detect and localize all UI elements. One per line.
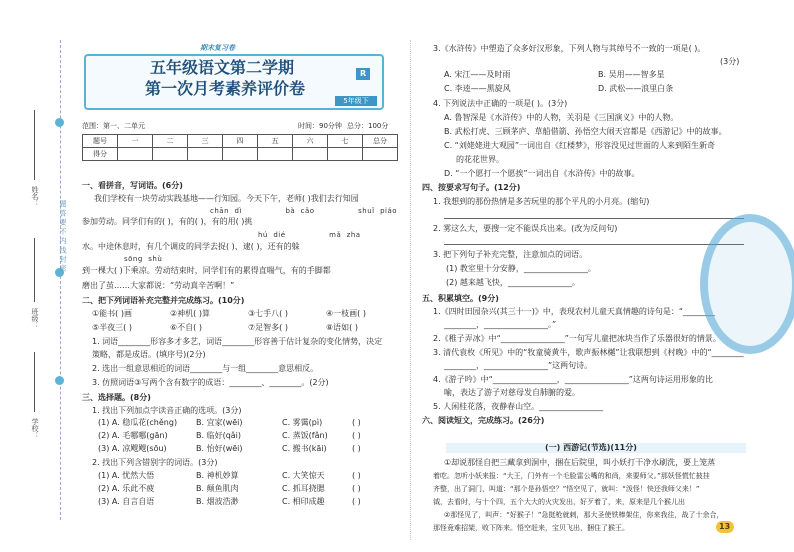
grade-badge: 5年级下 xyxy=(335,96,377,106)
score-cell: 三 xyxy=(188,135,223,148)
seal-line-text: 题 答 要 不 内 线 封 密 xyxy=(59,200,67,272)
idiom-item: ⑤半夜三( ) xyxy=(92,323,132,332)
fill-question: 1.《四时田园杂兴(其三十一)》中，表现农村儿童天真情趣的诗句是：“________ xyxy=(433,307,716,316)
answer-blank[interactable]: ( ) xyxy=(352,444,361,453)
score-input[interactable] xyxy=(258,148,293,161)
page-number: 13 xyxy=(719,522,731,531)
choice-option[interactable]: B. 武松打虎、三顾茅庐、草船借箭、孙悟空大闹天宫都是《西游记》中的故事。 xyxy=(444,127,727,136)
passage-line: 齐整，出了洞门，叫道：“那个是孙悟空？”悟空见了，就叫：“泼怪！快还我师父来！” xyxy=(433,485,700,493)
score-input[interactable] xyxy=(118,148,153,161)
choice-option[interactable]: B. 怡好(wēi) xyxy=(196,444,243,453)
section-6-title: 六、阅读短文，完成练习。(26分) xyxy=(422,416,545,425)
score-cell: 得分 xyxy=(83,148,118,161)
center-fold xyxy=(410,40,411,540)
idiom-item: ③七手八( ) xyxy=(248,309,288,318)
binding-hole-bottom xyxy=(55,376,64,385)
score-table-header-row xyxy=(83,135,398,148)
fill-question: 喻，表达了游子对慈母发自肺腑的爱。 xyxy=(444,388,580,397)
choice-option[interactable]: A. 宋江——及时雨 xyxy=(444,70,511,79)
name-field[interactable] xyxy=(34,110,35,180)
score-cell: 六 xyxy=(293,135,328,148)
school-label: 学校： xyxy=(31,418,39,439)
score-cell: 题号 xyxy=(83,135,118,148)
section-1-line: 参加劳动。同学们有的( )，有的( )，有的用( )挑 xyxy=(82,217,253,226)
section-1-line: 我们学校有一块劳动实践基地——行知园。今天下午，老师( )我们去行知园 xyxy=(94,194,359,203)
question-stem: 2. 找出下列含错别字的词语。(3分) xyxy=(92,458,218,467)
score-cell: 一 xyxy=(118,135,153,148)
choice-option[interactable]: B. 吴用——智多星 xyxy=(598,70,665,79)
fill-question: 3. 清代袁枚《所见》中的“牧童骑黄牛，歌声振林樾”让我联想到《村晚》中的“________ xyxy=(433,348,744,357)
choice-option-cont: 的花花世界。 xyxy=(456,155,504,164)
answer-blank[interactable]: ( ) xyxy=(352,418,361,427)
choice-option[interactable]: C. 搬书(kāi) xyxy=(282,444,327,453)
score-cell: 二 xyxy=(153,135,188,148)
answer-blank[interactable]: ( ) xyxy=(352,431,361,440)
section-5-title: 五、积累填空。(9分) xyxy=(422,294,499,303)
choice-option[interactable]: C. 蒸饭(fǎn) xyxy=(282,431,328,440)
fill-question: ________，________________。” xyxy=(444,320,557,329)
score-input[interactable] xyxy=(153,148,188,161)
score-input[interactable] xyxy=(328,148,363,161)
idiom-item: ⑥不自( ) xyxy=(170,323,202,332)
section-1-line: 磨出了茧……大家都说：“劳动真辛苦啊！” xyxy=(82,281,235,290)
idiom-item: ⑦足智多( ) xyxy=(248,323,288,332)
passage-line: 钺，去看时，与十个四，五个大大的火灾发出，好歹着了，来，原来是几个猴儿出 xyxy=(433,498,685,506)
question-stem: 1. 找出下列加点字读音正确的选项。(3分) xyxy=(92,406,242,415)
section-3-title: 三、选择题。(8分) xyxy=(82,393,151,402)
section-1-line: 到一棵大( )下乘凉。劳动结束时，同学们有的累得直喘气，有的手脚都 xyxy=(82,266,331,275)
section-2-question: 2. 选出一组意思相近的词语________与一组________意思相反。 xyxy=(92,364,319,373)
idiom-item: ④一枝画( ) xyxy=(326,309,366,318)
choice-option[interactable]: (3) A. 自言自语 xyxy=(98,497,155,506)
choice-option[interactable]: (1) A. 忧然大悟 xyxy=(98,471,155,480)
rewrite-question: 3. 把下列句子补充完整，注意加点的词语。 xyxy=(433,250,588,259)
idiom-item: ⑧语如( ) xyxy=(326,323,358,332)
choice-option[interactable]: B. 颠鱼肌肉 xyxy=(196,484,239,493)
choice-option[interactable]: B. 神机妙算 xyxy=(196,471,239,480)
choice-option[interactable]: (2) A. 毛哪哪(gān) xyxy=(98,431,168,440)
pinyin-line: chān dì bà cǎo shuǐ piáo xyxy=(210,207,398,215)
passage-line: 着吃。忽听小妖来报：“大王，门外有一个毛脸雷公嘴的和尚，来要师父。”那妖怪慌忙披挂 xyxy=(433,472,710,480)
section-1-line: 水。中途休息时，有几个调皮的同学去捉( )、逮( )，还有的躲 xyxy=(82,242,300,251)
idiom-item: ②神机( )算 xyxy=(170,309,210,318)
exam-time: 时间：90分钟 xyxy=(298,122,342,130)
class-field[interactable] xyxy=(34,238,35,302)
rewrite-question: 2. 雾这么大，要搜一定不能误兵出来。(改为反问句) xyxy=(433,224,618,233)
class-label: 班级： xyxy=(31,308,39,329)
choice-option[interactable]: A. 鲁智深是《水浒传》中的人物，关羽是《三国演义》中的人物。 xyxy=(444,113,679,122)
score-cell: 七 xyxy=(328,135,363,148)
fill-question: 5. 人闲桂花落，夜静春山空。________________ xyxy=(433,402,604,411)
choice-option[interactable]: C. “刘姥姥进大观园”一词出自《红楼梦》，形容没见过世面的人来到陌生新奇 xyxy=(444,141,715,150)
answer-blank[interactable]: ( ) xyxy=(352,497,361,506)
section-1-title: 一、看拼音，写词语。(6分) xyxy=(82,181,183,190)
section-2-question: 3. 仿照词语③写两个含有数字的成语：________、________。(2分) xyxy=(92,378,329,387)
rewrite-subquestion: (1) 教室里十分安静，________________。 xyxy=(446,264,596,273)
fill-question: 4.《游子吟》中“________________，________________”这两句诗运用形象的比 xyxy=(433,375,713,384)
score-input[interactable] xyxy=(188,148,223,161)
choice-option[interactable]: (1) A. 稳瓜花(chěng) xyxy=(98,418,178,427)
choice-option[interactable]: C. 抓耳挠腮 xyxy=(282,484,325,493)
series-logo: 期末复习卷 xyxy=(200,44,235,52)
exam-range: 范围：第一、二单元 xyxy=(82,122,145,130)
binding-line xyxy=(60,40,61,520)
choice-option[interactable]: C. 相印成趣 xyxy=(282,497,325,506)
choice-option[interactable]: B. 宜家(wēi) xyxy=(196,418,243,427)
exam-title-line2: 第一次月考素养评价卷 xyxy=(145,79,306,98)
score-cell: 五 xyxy=(258,135,293,148)
idiom-item: ①能书( )画 xyxy=(92,309,132,318)
question-stem: 4. 下列说法中正确的一项是( )。(3分) xyxy=(433,99,568,108)
school-field[interactable] xyxy=(34,352,35,412)
name-label: 姓名： xyxy=(31,186,39,207)
section-4-title: 四、按要求写句子。(12分) xyxy=(422,183,521,192)
score-input[interactable] xyxy=(363,148,398,161)
choice-option[interactable]: D. 武松——浪里白条 xyxy=(598,84,674,93)
edition-tag-letter: R xyxy=(360,69,367,78)
score-input[interactable] xyxy=(223,148,258,161)
section-2-title: 二、把下列词语补充完整并完成练习。(10分) xyxy=(82,296,245,305)
choice-option[interactable]: B. 烟波浩渺 xyxy=(196,497,239,506)
section-2-question: 策略，都是成语。(填序号)(2分) xyxy=(92,350,206,359)
score-table-score-row xyxy=(83,148,398,161)
watermark-stamp xyxy=(700,214,794,354)
choice-option[interactable]: C. 李逵——黑旋风 xyxy=(444,84,511,93)
choice-option[interactable]: D. “一个愿打一个愿挨”一词出自《水浒传》中的故事。 xyxy=(444,169,640,178)
exam-total: 总分：100分 xyxy=(347,122,389,130)
choice-option[interactable]: C. 大笑惊天 xyxy=(282,471,325,480)
fill-question: 2.《稚子弄冰》中“________________”一句写儿童把冰块当作了乐器很好的情景。 xyxy=(433,334,721,343)
rewrite-question: 1. 我想到的那份热情是多苦玩里的那个平凡的小月亮。(缩句) xyxy=(433,197,650,206)
exam-title-line1: 五年级语文第二学期 xyxy=(150,58,295,77)
score-table xyxy=(82,134,398,161)
answer-line[interactable] xyxy=(444,218,744,219)
choice-option[interactable]: (2) A. 乐此不疲 xyxy=(98,484,155,493)
section-2-question: 1. 词语________形容多才多艺，词语________形容善于估计复杂的变化情势，决定 xyxy=(92,337,383,346)
choice-option[interactable]: C. 雾霭(pì) xyxy=(282,418,323,427)
passage-line: ①却说那怪自把三藏拿到洞中，捆在后院里，叫小妖打干净水刷洗，要上笼蒸 xyxy=(444,458,716,467)
answer-line[interactable] xyxy=(444,244,744,245)
pinyin-line: sōng shù xyxy=(124,255,163,263)
score-cell: 四 xyxy=(223,135,258,148)
pinyin-line: hú dié mǎ zha xyxy=(258,231,361,239)
question-stem: 3.《水浒传》中塑造了众多好汉形象，下列人物与其绰号不一致的一项是( )。 xyxy=(433,44,706,53)
answer-blank[interactable]: ( ) xyxy=(352,484,361,493)
passage-line: ②那怪见了，叫声：“好猴子！”急挺枪就刺，那大圣使铁棒架住，你来我往，战了十余合， xyxy=(444,511,724,519)
question-points: (3分) xyxy=(720,57,740,66)
score-cell: 总分 xyxy=(363,135,398,148)
answer-blank[interactable]: ( ) xyxy=(352,471,361,480)
choice-option[interactable]: B. 临好(qǎi) xyxy=(196,431,242,440)
binding-hole-top xyxy=(55,118,64,127)
passage-line: 那怪竟难招架，败下阵来。悟空赶来，宝贝飞出，捆住了猴王。 xyxy=(433,524,629,532)
choice-option[interactable]: (3) A. 凉飕飕(sōu) xyxy=(98,444,167,453)
fill-question: ________，________________”这两句诗。 xyxy=(444,361,593,370)
score-input[interactable] xyxy=(293,148,328,161)
rewrite-subquestion: (2) 越来越飞快，________________。 xyxy=(446,278,580,287)
passage-title: (一) 西游记(节选)(11分) xyxy=(545,443,637,452)
